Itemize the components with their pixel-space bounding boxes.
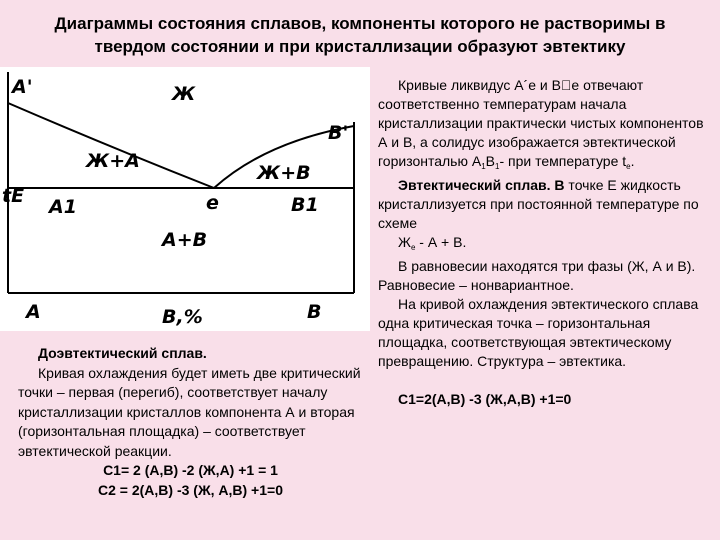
- equilibrium-paragraph: В равновесии находятся три фазы (Ж, А и В). Равновесие – нонвариантное.: [378, 258, 696, 293]
- phase-diagram: [0, 67, 370, 331]
- left-text-block: [18, 344, 363, 500]
- right-text-block: [378, 76, 712, 409]
- phase-diagram-svg: [0, 67, 370, 331]
- cooling-curve-paragraph: На кривой охлаждения эвтектического сплава одна критическая точка – горизонтальная площадка, соответствующая эвтектическому превращению. Структура – эвтектика.: [378, 296, 699, 369]
- label-b1: B1: [291, 194, 319, 216]
- label-liquid-b: Ж+B: [257, 162, 311, 184]
- label-b-prime: B': [328, 122, 349, 144]
- label-te: tE: [2, 185, 25, 207]
- label-a-prime: A': [12, 76, 33, 98]
- label-liquid-a: Ж+A: [86, 150, 140, 172]
- label-a1: A1: [49, 196, 77, 218]
- label-b: B: [307, 301, 322, 323]
- label-e: e: [206, 192, 219, 214]
- label-b-percent: B,%: [162, 306, 203, 328]
- hypoeutectic-heading: Доэвтектический сплав.: [38, 345, 207, 361]
- label-liquid: Ж: [172, 83, 196, 105]
- liquidus-a-curve: [8, 103, 214, 188]
- label-a-plus-b: A+B: [162, 229, 208, 251]
- label-a: A: [26, 301, 41, 323]
- hypoeutectic-paragraph: Кривая охлаждения будет иметь две критический точки – первая (перегиб), соответствует началу кристаллизации кристаллов компонента А и вторая (горизонтальная площадка) – соответствует эвтектической реакции.: [18, 364, 361, 459]
- eutectic-paragraph: Эвтектический сплав. В точке Е жидкость кристаллизуется при постоянной температуре по схеме: [378, 177, 699, 231]
- eutectic-formula: С1=2(А,В) -3 (Ж,А,В) +1=0: [398, 391, 572, 407]
- liquidus-paragraph: Кривые ликвидус А´е и В е отвечают соответственно температурам начала кристаллизации практически чистых компонентов А и В, а солидус изображается эвтектической горизонталью $А_1В_1-$ при температуре $t_e$.: [378, 77, 704, 171]
- eutectic-scheme: $Ж_е - А + В$.: [398, 234, 467, 252]
- slide-title: Диаграммы состояния сплавов, компоненты которого не растворимы в твердом состоянии и при кристаллизации образуют эвтектику: [54, 14, 666, 56]
- formula-1: С1= 2 (А,В) -2 (Ж,А) +1 = 1: [103, 462, 278, 478]
- formula-2: С2 = 2(А,В) -3 (Ж, А,В) +1=0: [98, 481, 283, 498]
